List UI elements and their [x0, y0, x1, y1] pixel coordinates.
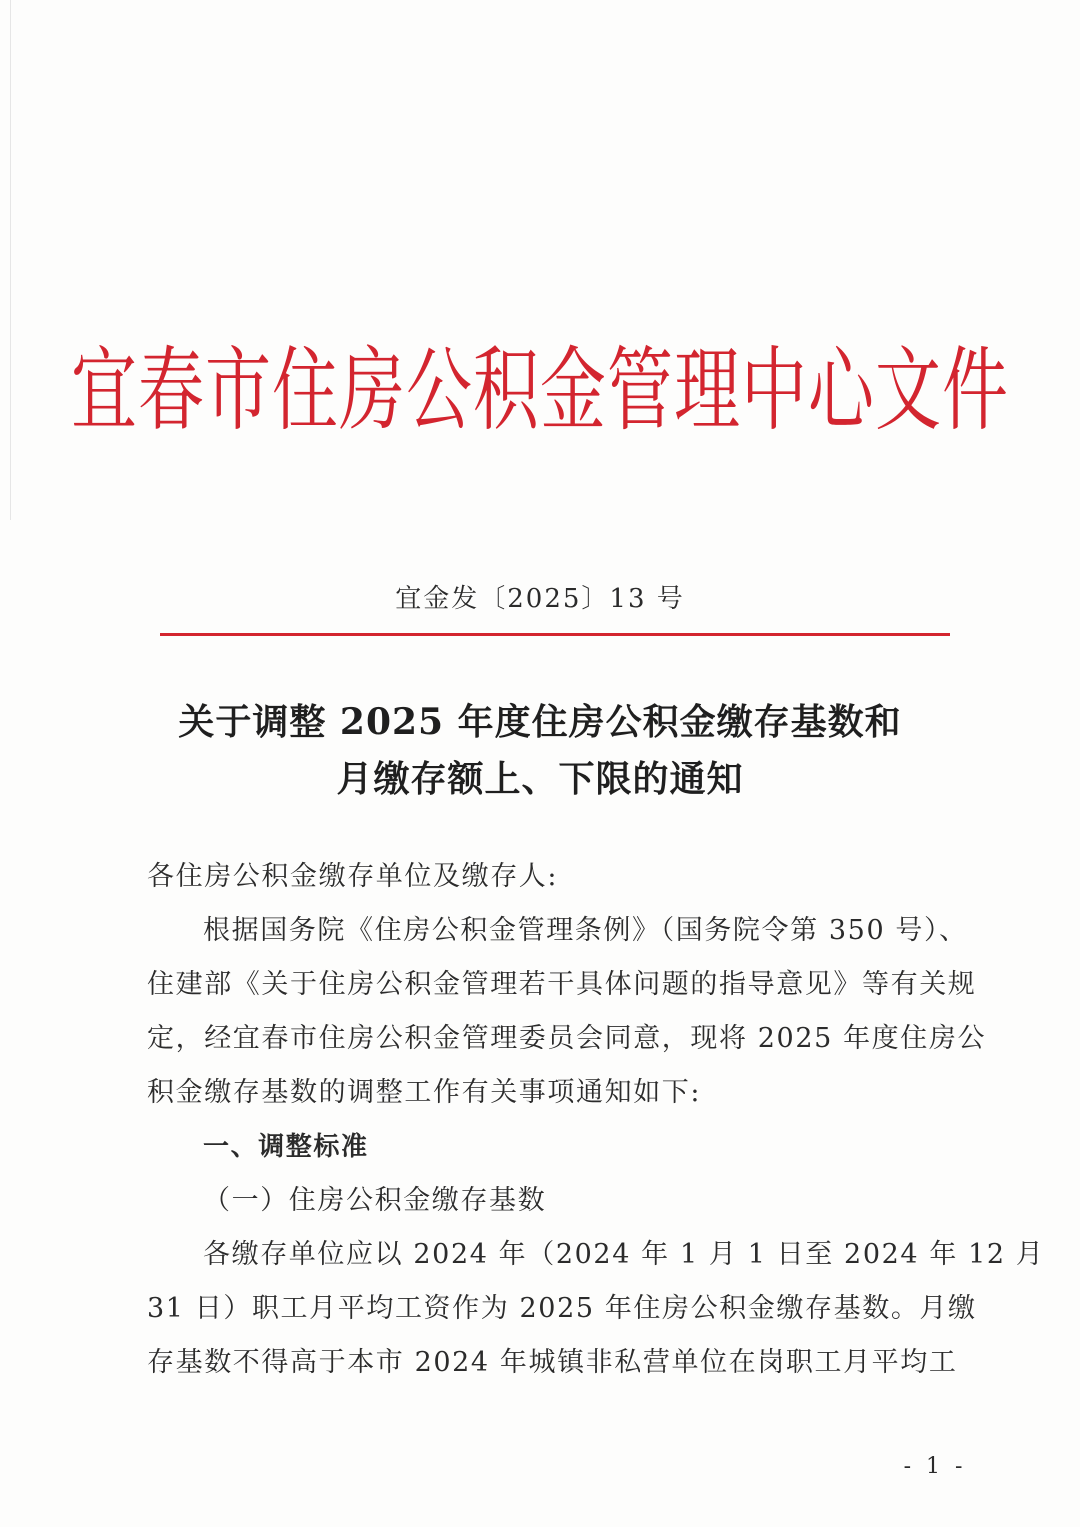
paragraph-1-line-3: 定，经宜春市住房公积金管理委员会同意，现将 2025 年度住房公 [147, 1023, 987, 1054]
notice-title-line-1: 关于调整 2025 年度住房公积金缴存基数和 [178, 701, 902, 743]
paragraph-1-line-4: 积金缴存基数的调整工作有关事项通知如下: [147, 1077, 702, 1108]
page-number: - 1 - [903, 1454, 967, 1479]
salutation: 各住房公积金缴存单位及缴存人: [147, 861, 559, 892]
paragraph-2-line-3: 存基数不得高于本市 2024 年城镇非私营单位在岗职工月平均工 [147, 1347, 958, 1378]
red-header-title: 宜春市住房公积金管理中心文件 [71, 337, 1009, 444]
paragraph-2-line-1: 各缴存单位应以 2024 年（2024 年 1 月 1 日至 2024 年 12 月 [203, 1239, 1045, 1270]
body-text [147, 850, 1045, 1390]
paragraph-1-line-1: 根据国务院《住房公积金管理条例》（国务院令第 350 号）、 [203, 915, 968, 946]
section-1-heading: 一、调整标准 [203, 1132, 369, 1162]
document-number: 宜金发〔2025〕13 号 [395, 584, 685, 614]
subsection-1-heading: （一）住房公积金缴存基数 [203, 1185, 547, 1216]
paragraph-2-line-2: 31 日）职工月平均工资作为 2025 年住房公积金缴存基数。月缴 [147, 1293, 977, 1324]
paragraph-1-line-2: 住建部《关于住房公积金管理若干具体问题的指导意见》等有关规 [147, 969, 977, 1000]
notice-title-line-2: 月缴存额上、下限的通知 [336, 758, 744, 800]
red-separator-line [160, 633, 950, 636]
notice-title [0, 694, 1080, 808]
